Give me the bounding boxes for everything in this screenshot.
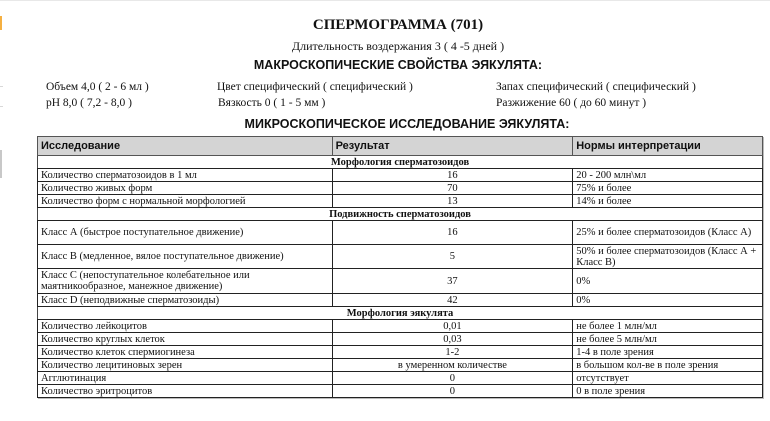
results-table [37,136,763,398]
test-name: Количество клеток спермиогинеза [38,346,333,359]
table-header-row [38,137,763,156]
test-norm: 25% и более сперматозоидов (Класс А) [573,221,763,245]
edge-line [0,86,3,87]
test-norm: 50% и более сперматозоидов (Класс А + Класс В) [573,245,763,269]
test-name: Агглютинация [38,372,333,385]
section-title: Подвижность сперматозоидов [38,208,763,221]
column-header-test: Исследование [38,137,333,156]
test-result: 0,03 [332,333,573,346]
section-title: Морфология эякулята [38,307,763,320]
test-name: Класс D (неподвижные сперматозоиды) [38,294,333,307]
table-row [38,221,763,245]
property-ph: pH 8,0 ( 7,2 - 8,0 ) [46,97,132,109]
test-norm: в большом кол-ве в поле зрения [573,359,763,372]
table-row [38,269,763,294]
test-name: Класс В (медленное, вялое поступательное движение) [38,245,333,269]
test-name: Класс А (быстрое поступательное движение) [38,221,333,245]
test-result: 70 [332,182,573,195]
test-norm: 1-4 в поле зрения [573,346,763,359]
test-result: 16 [332,221,573,245]
table-row [38,169,763,182]
column-header-result: Результат [332,137,573,156]
table-row [38,182,763,195]
test-result: 37 [332,269,573,294]
table-row [38,346,763,359]
test-norm: 20 - 200 млн\мл [573,169,763,182]
test-result: 0 [332,385,573,398]
table-row [38,294,763,307]
test-name: Количество круглых клеток [38,333,333,346]
test-name: Количество форм с нормальной морфологией [38,195,333,208]
test-norm: 14% и более [573,195,763,208]
test-name: Класс С (непоступательное колебательное или маятникообразное, манежное движение) [38,269,333,294]
test-name: Количество живых форм [38,182,333,195]
top-border [0,0,770,1]
table-row [38,385,763,398]
test-norm: отсутствует [573,372,763,385]
macro-heading: МАКРОСКОПИЧЕСКИЕ СВОЙСТВА ЭЯКУЛЯТА: [253,58,543,72]
test-result: 16 [332,169,573,182]
table-row [38,245,763,269]
table-row [38,359,763,372]
table-row [38,333,763,346]
table-row [38,195,763,208]
test-norm: 0 в поле зрения [573,385,763,398]
test-norm: 0% [573,294,763,307]
test-name: Количество лейкоцитов [38,320,333,333]
table-row [38,320,763,333]
test-result: в умеренном количестве [332,359,573,372]
edge-scroll-mark [0,150,2,178]
micro-heading: МИКРОСКОПИЧЕСКОЕ ИССЛЕДОВАНИЕ ЭЯКУЛЯТА: [244,117,570,131]
section-row [38,208,763,221]
test-norm: не более 5 млн/мл [573,333,763,346]
table-row [38,372,763,385]
test-name: Количество эритроцитов [38,385,333,398]
section-row [38,156,763,169]
test-name: Количество лецитиновых зерен [38,359,333,372]
property-liquefaction: Разжижение 60 ( до 60 минут ) [496,97,647,109]
property-color: Цвет специфический ( специфический ) [217,81,413,93]
test-result: 42 [332,294,573,307]
test-result: 5 [332,245,573,269]
edge-line [0,106,3,107]
abstinence-duration: Длительность воздержания 3 ( 4 -5 дней ) [291,39,505,53]
test-result: 0 [332,372,573,385]
test-result: 0,01 [332,320,573,333]
property-viscosity: Вязкость 0 ( 1 - 5 мм ) [218,97,326,109]
test-name: Количество сперматозоидов в 1 мл [38,169,333,182]
section-row [38,307,763,320]
test-norm: не более 1 млн/мл [573,320,763,333]
test-result: 1-2 [332,346,573,359]
property-volume: Объем 4,0 ( 2 - 6 мл ) [46,81,149,93]
test-result: 13 [332,195,573,208]
column-header-norms: Нормы интерпретации [573,137,763,156]
test-norm: 75% и более [573,182,763,195]
test-norm: 0% [573,269,763,294]
property-smell: Запах специфический ( специфический ) [496,81,696,93]
section-title: Морфология сперматозоидов [38,156,763,169]
document-title: СПЕРМОГРАММА (701) [312,17,484,33]
